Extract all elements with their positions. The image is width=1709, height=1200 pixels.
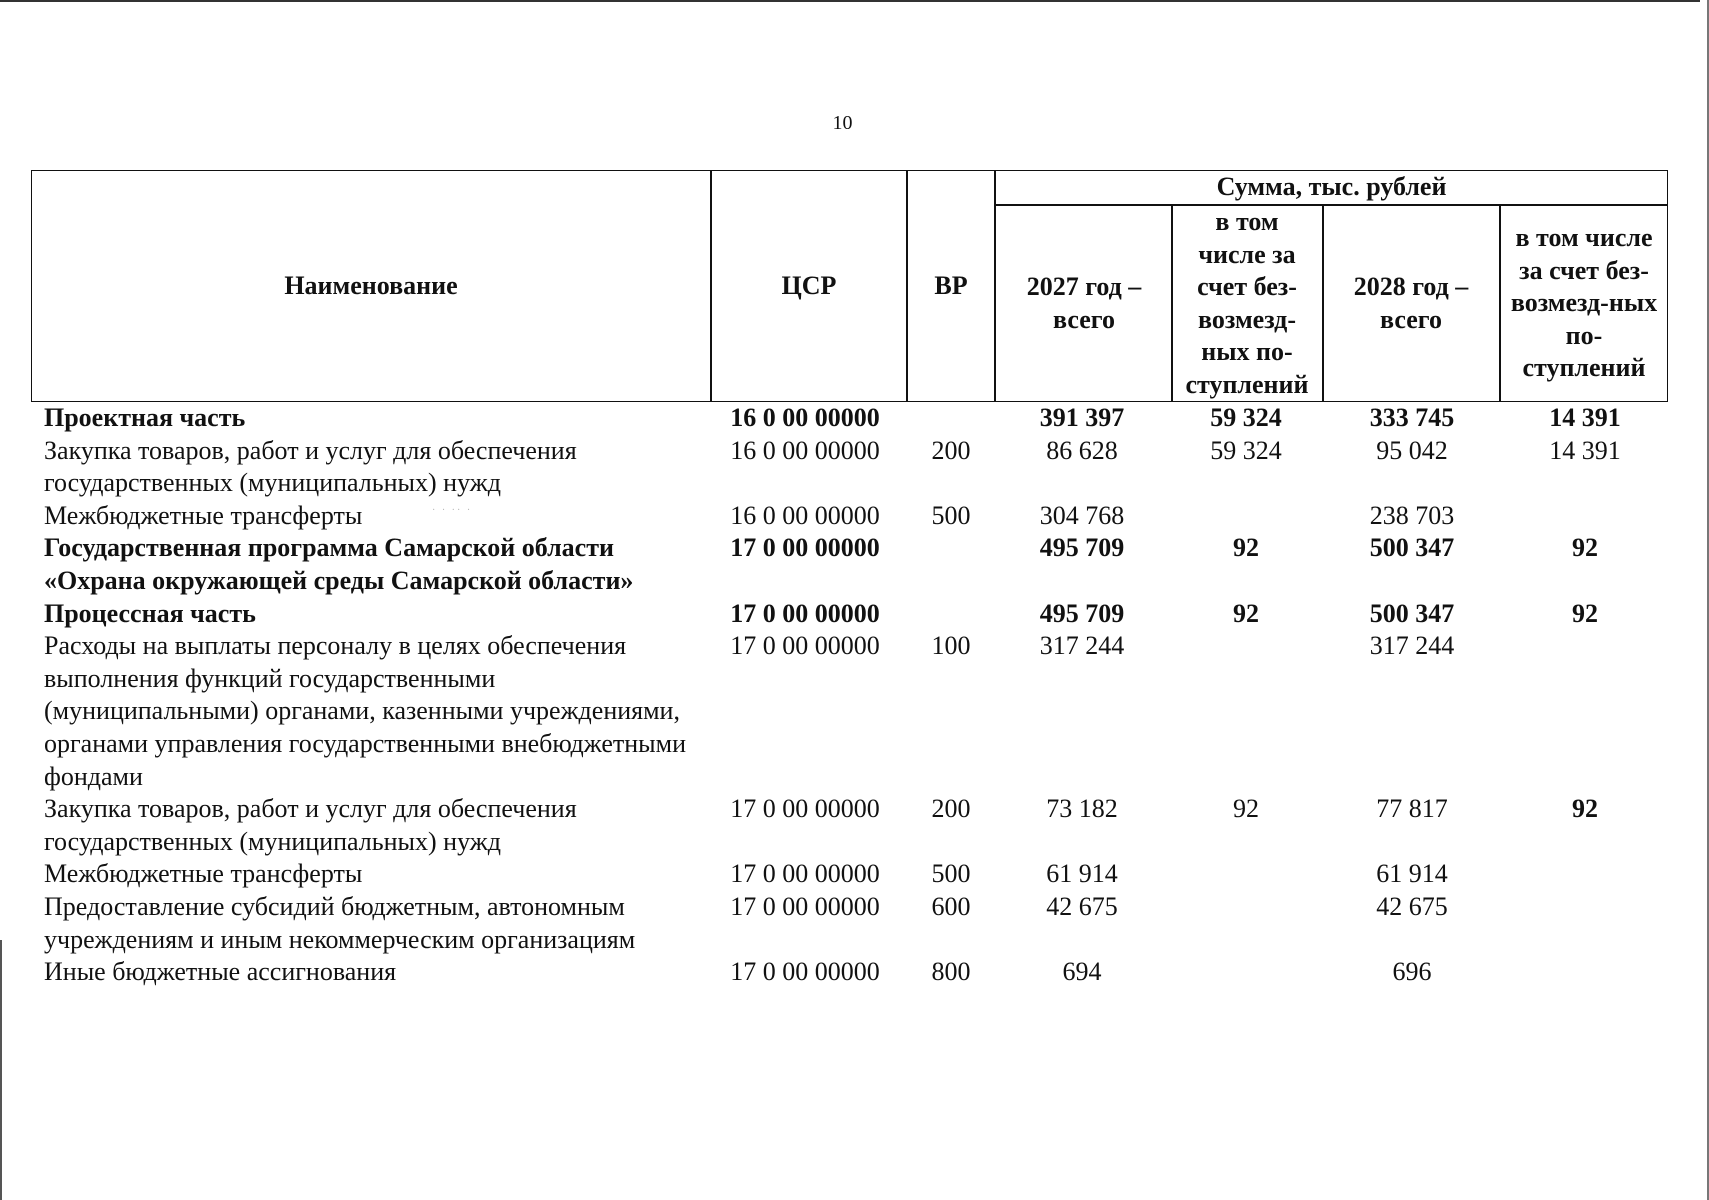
- header-2028-total: 2028 год – всего: [1353, 272, 1469, 334]
- table-row: [0, 630, 1709, 793]
- table-row: [0, 500, 1709, 533]
- row-2027-free: 92: [1233, 533, 1259, 563]
- row-name: Закупка товаров, работ и услуг для обеспечения государственных (муниципальных) нужд: [44, 435, 577, 498]
- row-2028-free: 14 391: [1549, 435, 1621, 465]
- table-row: [0, 402, 1709, 435]
- row-2028-total: 500 347: [1369, 598, 1455, 628]
- header-2027-free: в том числе за счет без-возмезд-ных по-ступлений: [1185, 207, 1309, 399]
- header-2028-free: в том числе за счет без-возмезд-ных по-ступлений: [1510, 223, 1658, 383]
- row-name: Государственная программа Самарской области «Охрана окружающей среды Самарской области»: [44, 533, 634, 595]
- row-2028-free: 92: [1572, 598, 1598, 628]
- row-csr: 17 0 00 00000: [730, 794, 880, 824]
- row-name: Закупка товаров, работ и услуг для обеспечения государственных (муниципальных) нужд: [44, 794, 577, 856]
- row-name: Предоставление субсидий бюджетным, автономным учреждениям и иным некоммерческим организациям: [44, 891, 636, 954]
- table-row: [0, 891, 1709, 956]
- row-2028-free: 92: [1572, 533, 1598, 563]
- row-2027-total: 317 244: [1039, 631, 1125, 661]
- row-vr: 100: [931, 631, 971, 661]
- row-csr: 17 0 00 00000: [730, 631, 880, 661]
- row-2027-free: 92: [1233, 598, 1259, 628]
- row-2027-total: 391 397: [1039, 403, 1125, 432]
- row-2028-total: 238 703: [1369, 500, 1455, 530]
- header-name: Наименование: [284, 270, 458, 300]
- header-vr: ВР: [934, 270, 968, 300]
- scan-artifact: · · ·· ·: [432, 505, 473, 516]
- row-2028-total: 77 817: [1376, 794, 1448, 824]
- row-2028-free: 14 391: [1549, 403, 1621, 432]
- row-2027-total: 495 709: [1039, 533, 1125, 563]
- header-2027-total: 2027 год – всего: [1026, 272, 1142, 334]
- row-2027-total: 86 628: [1046, 435, 1118, 465]
- row-name: Иные бюджетные ассигнования: [44, 957, 397, 987]
- table-body: [0, 402, 1709, 989]
- row-2027-total: 495 709: [1039, 598, 1125, 628]
- row-2028-total: 42 675: [1376, 891, 1448, 921]
- row-vr: 500: [931, 859, 971, 889]
- table-row: [0, 956, 1709, 989]
- header-divider: [1322, 204, 1324, 401]
- row-2028-total: 61 914: [1376, 859, 1448, 889]
- header-sum-group: Сумма, тыс. рублей: [1216, 172, 1447, 202]
- row-2028-total: 95 042: [1376, 435, 1448, 465]
- row-vr: 500: [931, 500, 971, 530]
- scan-edge-top: [0, 0, 1700, 2]
- page-number: 10: [832, 112, 853, 134]
- row-2027-free: 92: [1233, 794, 1259, 824]
- row-csr: 16 0 00 00000: [730, 500, 880, 530]
- row-2028-total: 500 347: [1369, 533, 1455, 563]
- row-name: Проектная часть: [44, 403, 246, 432]
- row-vr: 800: [931, 957, 971, 987]
- row-2028-total: 333 745: [1369, 403, 1455, 432]
- row-csr: 17 0 00 00000: [730, 891, 880, 921]
- row-2027-free: 59 324: [1210, 435, 1282, 465]
- row-csr: 17 0 00 00000: [730, 598, 880, 628]
- row-2028-total: 696: [1392, 957, 1432, 987]
- header-csr: ЦСР: [781, 270, 837, 300]
- table-row: [0, 532, 1709, 597]
- row-vr: 200: [931, 435, 971, 465]
- row-name: Межбюджетные трансферты: [44, 859, 363, 889]
- row-2027-total: 304 768: [1039, 500, 1125, 530]
- row-name: Процессная часть: [44, 598, 256, 628]
- row-name: Межбюджетные трансферты: [44, 500, 363, 530]
- table-row: [0, 435, 1709, 500]
- row-2028-free: 92: [1572, 794, 1598, 824]
- header-divider: [994, 171, 996, 401]
- row-2027-total: 42 675: [1046, 891, 1118, 921]
- row-vr: 200: [931, 794, 971, 824]
- row-2027-free: 59 324: [1210, 403, 1282, 432]
- row-name: Расходы на выплаты персоналу в целях обеспечения выполнения функций государственными (муниципальными) органами, казенными учреждениями, органами управления государственными внебюджетными фондами: [44, 631, 687, 791]
- table-row: [0, 793, 1709, 858]
- table-row: [0, 858, 1709, 891]
- row-2027-total: 61 914: [1046, 859, 1118, 889]
- row-vr: 600: [931, 891, 971, 921]
- row-2028-total: 317 244: [1369, 631, 1455, 661]
- row-csr: 16 0 00 00000: [730, 403, 880, 432]
- row-csr: 16 0 00 00000: [730, 435, 880, 465]
- header-divider: [1171, 204, 1173, 401]
- row-2027-total: 73 182: [1046, 794, 1118, 824]
- row-csr: 17 0 00 00000: [730, 533, 880, 563]
- row-2027-total: 694: [1062, 957, 1102, 987]
- row-csr: 17 0 00 00000: [730, 957, 880, 987]
- header-divider: [1499, 204, 1501, 401]
- row-csr: 17 0 00 00000: [730, 859, 880, 889]
- table-row: [0, 598, 1709, 631]
